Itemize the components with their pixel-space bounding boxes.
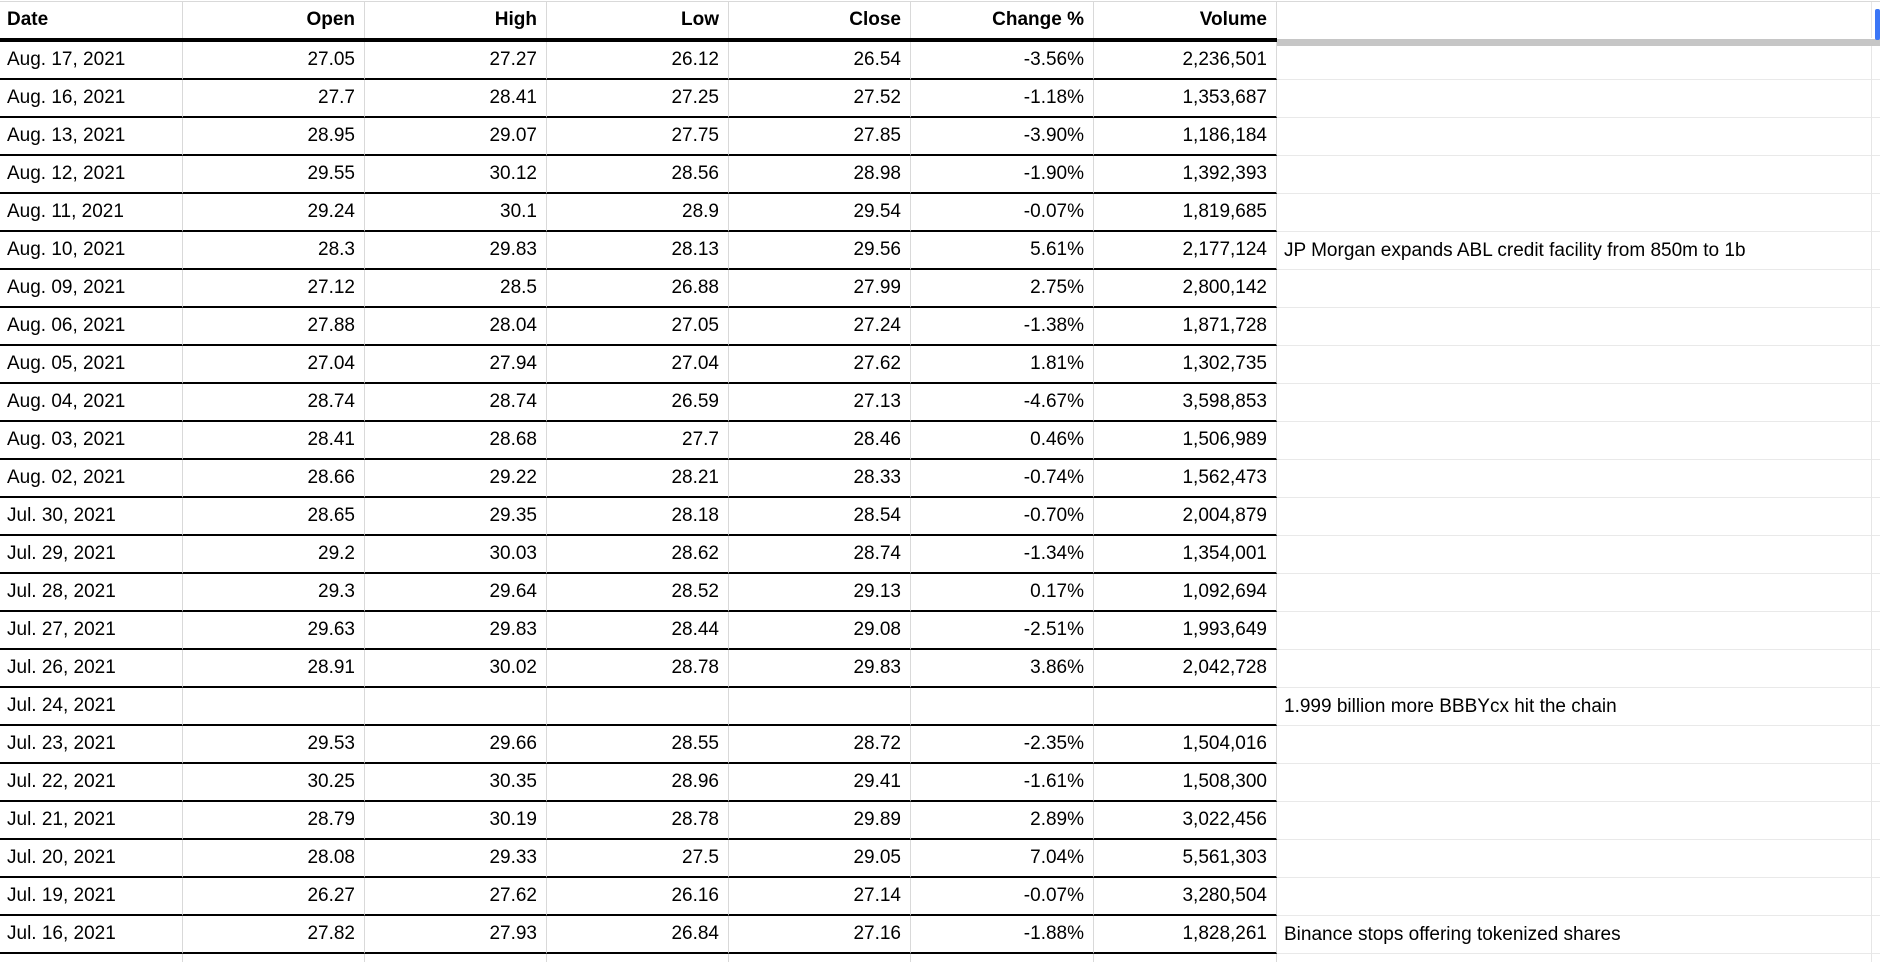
cell-change[interactable]: -0.70% xyxy=(911,498,1094,536)
table-row-partial xyxy=(0,954,1880,962)
cell-change[interactable]: 2.75% xyxy=(911,270,1094,308)
cell-low[interactable]: 26.88 xyxy=(547,270,729,308)
cell-change[interactable]: -1.88% xyxy=(911,916,1094,954)
cell-high[interactable] xyxy=(365,954,547,962)
cell-change[interactable]: -2.51% xyxy=(911,612,1094,650)
cell-open[interactable]: 28.91 xyxy=(183,650,365,688)
row-right-filler xyxy=(1872,118,1880,156)
cell-date[interactable]: Aug. 12, 2021 xyxy=(0,156,183,194)
cell-volume[interactable]: 2,177,124 xyxy=(1094,232,1277,270)
cell-close[interactable]: 28.33 xyxy=(729,460,911,498)
cell-high[interactable]: 27.94 xyxy=(365,346,547,384)
row-right-filler xyxy=(1872,802,1880,840)
cell-low[interactable] xyxy=(547,688,729,726)
cell-low[interactable] xyxy=(547,954,729,962)
row-right-filler xyxy=(1872,422,1880,460)
cell-high[interactable]: 30.35 xyxy=(365,764,547,802)
table-row xyxy=(0,308,1880,346)
cell-low[interactable]: 28.13 xyxy=(547,232,729,270)
table-row xyxy=(0,232,1880,270)
cell-change[interactable]: 1.81% xyxy=(911,346,1094,384)
cell-open[interactable]: 28.95 xyxy=(183,118,365,156)
cell-close[interactable]: 29.41 xyxy=(729,764,911,802)
cell-close[interactable]: 27.85 xyxy=(729,118,911,156)
cell-note[interactable] xyxy=(1277,194,1872,232)
cell-date[interactable]: Aug. 05, 2021 xyxy=(0,346,183,384)
cell-date[interactable]: Aug. 16, 2021 xyxy=(0,80,183,118)
cell-date[interactable]: Jul. 22, 2021 xyxy=(0,764,183,802)
cell-note[interactable]: Binance stops offering tokenized shares xyxy=(1277,916,1872,954)
cell-volume[interactable]: 2,004,879 xyxy=(1094,498,1277,536)
cell-low[interactable]: 26.16 xyxy=(547,878,729,916)
cell-low[interactable]: 28.21 xyxy=(547,460,729,498)
table-row xyxy=(0,346,1880,384)
header-separator-bar xyxy=(1277,39,1880,46)
cell-open[interactable]: 29.2 xyxy=(183,536,365,574)
cell-date[interactable]: Jul. 30, 2021 xyxy=(0,498,183,536)
row-right-filler xyxy=(1872,460,1880,498)
cell-change[interactable]: -2.35% xyxy=(911,726,1094,764)
cell-open[interactable]: 30.25 xyxy=(183,764,365,802)
cell-open[interactable]: 29.53 xyxy=(183,726,365,764)
cell-volume[interactable]: 1,819,685 xyxy=(1094,194,1277,232)
row-right-filler xyxy=(1872,688,1880,726)
table-row xyxy=(0,118,1880,156)
table-row xyxy=(0,802,1880,840)
cell-change[interactable]: -3.56% xyxy=(911,42,1094,80)
cell-date[interactable]: Jul. 24, 2021 xyxy=(0,688,183,726)
cell-note[interactable] xyxy=(1277,612,1872,650)
row-right-filler xyxy=(1872,954,1880,962)
cell-close[interactable]: 29.13 xyxy=(729,574,911,612)
cell-open[interactable]: 29.63 xyxy=(183,612,365,650)
cell-note[interactable] xyxy=(1277,346,1872,384)
table-row xyxy=(0,536,1880,574)
cell-close[interactable]: 27.14 xyxy=(729,878,911,916)
table-row xyxy=(0,80,1880,118)
cell-note[interactable] xyxy=(1277,460,1872,498)
cell-note[interactable] xyxy=(1277,80,1872,118)
cell-note[interactable] xyxy=(1277,878,1872,916)
cell-note[interactable] xyxy=(1277,384,1872,422)
cell-close[interactable]: 28.46 xyxy=(729,422,911,460)
cell-change[interactable]: -0.07% xyxy=(911,878,1094,916)
cell-high[interactable]: 28.74 xyxy=(365,384,547,422)
cell-open[interactable]: 27.82 xyxy=(183,916,365,954)
cell-volume[interactable]: 2,236,501 xyxy=(1094,42,1277,80)
cell-date[interactable]: Aug. 13, 2021 xyxy=(0,118,183,156)
table-row xyxy=(0,574,1880,612)
cell-note[interactable] xyxy=(1277,498,1872,536)
cell-high[interactable]: 27.62 xyxy=(365,878,547,916)
row-right-filler xyxy=(1872,308,1880,346)
cell-volume[interactable]: 1,506,989 xyxy=(1094,422,1277,460)
cell-open[interactable]: 28.41 xyxy=(183,422,365,460)
cell-date[interactable]: Jul. 21, 2021 xyxy=(0,802,183,840)
table-row xyxy=(0,270,1880,308)
cell-date[interactable] xyxy=(0,954,183,962)
cell-low[interactable]: 27.05 xyxy=(547,308,729,346)
cell-open[interactable]: 27.7 xyxy=(183,80,365,118)
cell-low[interactable]: 28.9 xyxy=(547,194,729,232)
row-right-filler xyxy=(1872,270,1880,308)
cell-date[interactable]: Aug. 06, 2021 xyxy=(0,308,183,346)
table-row xyxy=(0,498,1880,536)
cell-volume[interactable]: 3,598,853 xyxy=(1094,384,1277,422)
cell-change[interactable]: 3.86% xyxy=(911,650,1094,688)
cell-note[interactable] xyxy=(1277,536,1872,574)
cell-change[interactable]: -1.34% xyxy=(911,536,1094,574)
cell-note[interactable] xyxy=(1277,156,1872,194)
cell-change[interactable]: -0.74% xyxy=(911,460,1094,498)
cell-close[interactable]: 29.08 xyxy=(729,612,911,650)
cell-change[interactable]: -1.90% xyxy=(911,156,1094,194)
cell-close[interactable]: 29.54 xyxy=(729,194,911,232)
cell-date[interactable]: Jul. 26, 2021 xyxy=(0,650,183,688)
cell-change[interactable]: 2.89% xyxy=(911,802,1094,840)
table-row xyxy=(0,422,1880,460)
cell-date[interactable]: Aug. 03, 2021 xyxy=(0,422,183,460)
cell-date[interactable]: Aug. 09, 2021 xyxy=(0,270,183,308)
cell-low[interactable]: 28.52 xyxy=(547,574,729,612)
row-right-filler xyxy=(1872,878,1880,916)
cell-note[interactable] xyxy=(1277,574,1872,612)
cell-volume[interactable]: 2,800,142 xyxy=(1094,270,1277,308)
cell-change[interactable]: -1.61% xyxy=(911,764,1094,802)
cell-low[interactable]: 26.84 xyxy=(547,916,729,954)
cell-note[interactable]: 1.999 billion more BBBYcx hit the chain xyxy=(1277,688,1872,726)
cell-high[interactable]: 27.93 xyxy=(365,916,547,954)
cell-close[interactable] xyxy=(729,688,911,726)
cell-date[interactable]: Jul. 28, 2021 xyxy=(0,574,183,612)
cell-date[interactable]: Jul. 20, 2021 xyxy=(0,840,183,878)
cell-high[interactable]: 29.22 xyxy=(365,460,547,498)
header-cell-close[interactable]: Close xyxy=(729,2,911,38)
cell-volume[interactable]: 1,993,649 xyxy=(1094,612,1277,650)
table-body xyxy=(0,42,1880,962)
cell-high[interactable]: 27.27 xyxy=(365,42,547,80)
cell-low[interactable]: 28.78 xyxy=(547,802,729,840)
cell-date[interactable]: Jul. 19, 2021 xyxy=(0,878,183,916)
cell-low[interactable]: 28.18 xyxy=(547,498,729,536)
cell-high[interactable]: 28.04 xyxy=(365,308,547,346)
cell-close[interactable]: 29.05 xyxy=(729,840,911,878)
header-cell-change[interactable]: Change % xyxy=(911,2,1094,38)
cell-low[interactable]: 28.56 xyxy=(547,156,729,194)
header-cell-low[interactable]: Low xyxy=(547,2,729,38)
cell-volume[interactable]: 1,092,694 xyxy=(1094,574,1277,612)
cell-close[interactable] xyxy=(729,954,911,962)
cell-open[interactable]: 28.79 xyxy=(183,802,365,840)
cell-high[interactable]: 28.41 xyxy=(365,80,547,118)
cell-close[interactable]: 28.72 xyxy=(729,726,911,764)
cell-close[interactable]: 28.74 xyxy=(729,536,911,574)
header-cell-open[interactable]: Open xyxy=(183,2,365,38)
cell-change[interactable]: -0.07% xyxy=(911,194,1094,232)
cell-date[interactable]: Jul. 16, 2021 xyxy=(0,916,183,954)
cell-note[interactable] xyxy=(1277,42,1872,80)
row-right-filler xyxy=(1872,42,1880,80)
cell-close[interactable]: 27.24 xyxy=(729,308,911,346)
cell-high[interactable] xyxy=(365,688,547,726)
cell-close[interactable]: 26.54 xyxy=(729,42,911,80)
table-header-row xyxy=(0,2,1880,38)
cell-change[interactable]: -1.18% xyxy=(911,80,1094,118)
cell-high[interactable]: 29.64 xyxy=(365,574,547,612)
cell-low[interactable]: 28.62 xyxy=(547,536,729,574)
cell-note[interactable] xyxy=(1277,422,1872,460)
table-row xyxy=(0,460,1880,498)
cell-note[interactable] xyxy=(1277,308,1872,346)
cell-volume[interactable]: 1,302,735 xyxy=(1094,346,1277,384)
table-row xyxy=(0,840,1880,878)
cell-note[interactable] xyxy=(1277,118,1872,156)
table-row xyxy=(0,726,1880,764)
row-right-filler xyxy=(1872,726,1880,764)
cell-volume[interactable]: 1,508,300 xyxy=(1094,764,1277,802)
cell-date[interactable]: Jul. 29, 2021 xyxy=(0,536,183,574)
cell-close[interactable]: 27.52 xyxy=(729,80,911,118)
cell-volume[interactable]: 1,871,728 xyxy=(1094,308,1277,346)
cell-open[interactable] xyxy=(183,688,365,726)
cell-high[interactable]: 30.1 xyxy=(365,194,547,232)
cell-volume[interactable]: 1,504,016 xyxy=(1094,726,1277,764)
cell-low[interactable]: 27.25 xyxy=(547,80,729,118)
cell-change[interactable]: 0.46% xyxy=(911,422,1094,460)
table-row xyxy=(0,42,1880,80)
table-row xyxy=(0,156,1880,194)
row-right-filler xyxy=(1872,916,1880,954)
cell-change[interactable]: 5.61% xyxy=(911,232,1094,270)
row-right-filler xyxy=(1872,612,1880,650)
row-right-filler xyxy=(1872,498,1880,536)
cell-close[interactable]: 27.62 xyxy=(729,346,911,384)
cell-date[interactable]: Jul. 27, 2021 xyxy=(0,612,183,650)
cell-volume[interactable]: 1,562,473 xyxy=(1094,460,1277,498)
cell-date[interactable]: Jul. 23, 2021 xyxy=(0,726,183,764)
row-right-filler xyxy=(1872,574,1880,612)
cell-open[interactable]: 28.66 xyxy=(183,460,365,498)
row-right-filler xyxy=(1872,650,1880,688)
cell-volume[interactable]: 5,561,303 xyxy=(1094,840,1277,878)
cell-close[interactable]: 29.56 xyxy=(729,232,911,270)
cell-high[interactable]: 30.19 xyxy=(365,802,547,840)
table-row xyxy=(0,764,1880,802)
cell-volume[interactable]: 1,354,001 xyxy=(1094,536,1277,574)
row-right-filler xyxy=(1872,840,1880,878)
row-right-filler xyxy=(1872,764,1880,802)
row-right-filler xyxy=(1872,232,1880,270)
cell-close[interactable]: 29.89 xyxy=(729,802,911,840)
cell-low[interactable]: 28.55 xyxy=(547,726,729,764)
header-cell-volume[interactable]: Volume xyxy=(1094,2,1277,38)
cell-open[interactable]: 29.55 xyxy=(183,156,365,194)
row-right-filler xyxy=(1872,194,1880,232)
row-right-filler xyxy=(1872,346,1880,384)
cell-open[interactable]: 26.27 xyxy=(183,878,365,916)
cell-note[interactable] xyxy=(1277,270,1872,308)
cell-open[interactable]: 28.74 xyxy=(183,384,365,422)
header-cell-high[interactable]: High xyxy=(365,2,547,38)
cell-high[interactable]: 29.07 xyxy=(365,118,547,156)
cell-volume[interactable]: 1,186,184 xyxy=(1094,118,1277,156)
cell-low[interactable]: 28.96 xyxy=(547,764,729,802)
table-row xyxy=(0,384,1880,422)
cell-note[interactable]: JP Morgan expands ABL credit facility from 850m to 1b xyxy=(1277,232,1872,270)
table-row xyxy=(0,916,1880,954)
cell-high[interactable]: 29.35 xyxy=(365,498,547,536)
cell-high[interactable]: 29.83 xyxy=(365,232,547,270)
cell-date[interactable]: Aug. 04, 2021 xyxy=(0,384,183,422)
cell-open[interactable]: 27.04 xyxy=(183,346,365,384)
cell-open[interactable] xyxy=(183,954,365,962)
cell-open[interactable]: 28.65 xyxy=(183,498,365,536)
cell-close[interactable]: 27.99 xyxy=(729,270,911,308)
cell-low[interactable]: 27.75 xyxy=(547,118,729,156)
cell-volume[interactable] xyxy=(1094,688,1277,726)
table-row xyxy=(0,688,1880,726)
cell-change[interactable] xyxy=(911,688,1094,726)
cell-low[interactable]: 26.12 xyxy=(547,42,729,80)
table-row xyxy=(0,194,1880,232)
cell-close[interactable]: 27.16 xyxy=(729,916,911,954)
cell-change[interactable]: -4.67% xyxy=(911,384,1094,422)
table-row xyxy=(0,650,1880,688)
cell-volume[interactable]: 3,022,456 xyxy=(1094,802,1277,840)
cell-high[interactable]: 28.68 xyxy=(365,422,547,460)
cell-close[interactable]: 28.98 xyxy=(729,156,911,194)
cell-volume[interactable]: 1,392,393 xyxy=(1094,156,1277,194)
cell-open[interactable]: 27.88 xyxy=(183,308,365,346)
cell-low[interactable]: 28.78 xyxy=(547,650,729,688)
cell-volume[interactable] xyxy=(1094,954,1277,962)
cell-low[interactable]: 27.7 xyxy=(547,422,729,460)
scrollbar-thumb[interactable] xyxy=(1875,9,1880,40)
cell-high[interactable]: 30.02 xyxy=(365,650,547,688)
cell-date[interactable]: Aug. 11, 2021 xyxy=(0,194,183,232)
cell-low[interactable]: 26.59 xyxy=(547,384,729,422)
cell-high[interactable]: 29.83 xyxy=(365,612,547,650)
row-right-filler xyxy=(1872,156,1880,194)
cell-high[interactable]: 29.33 xyxy=(365,840,547,878)
row-right-filler xyxy=(1872,536,1880,574)
cell-open[interactable]: 29.3 xyxy=(183,574,365,612)
cell-note[interactable] xyxy=(1277,764,1872,802)
cell-note[interactable] xyxy=(1277,650,1872,688)
cell-change[interactable]: -1.38% xyxy=(911,308,1094,346)
row-right-filler xyxy=(1872,384,1880,422)
cell-open[interactable]: 27.12 xyxy=(183,270,365,308)
table-row xyxy=(0,612,1880,650)
cell-high[interactable]: 28.5 xyxy=(365,270,547,308)
cell-change[interactable]: 7.04% xyxy=(911,840,1094,878)
cell-close[interactable]: 27.13 xyxy=(729,384,911,422)
cell-open[interactable]: 29.24 xyxy=(183,194,365,232)
cell-volume[interactable]: 1,828,261 xyxy=(1094,916,1277,954)
cell-close[interactable]: 29.83 xyxy=(729,650,911,688)
cell-date[interactable]: Aug. 17, 2021 xyxy=(0,42,183,80)
cell-high[interactable]: 30.03 xyxy=(365,536,547,574)
cell-close[interactable]: 28.54 xyxy=(729,498,911,536)
row-right-filler xyxy=(1872,80,1880,118)
cell-open[interactable]: 28.08 xyxy=(183,840,365,878)
header-cell-notes[interactable] xyxy=(1277,2,1872,38)
cell-change[interactable]: -3.90% xyxy=(911,118,1094,156)
cell-date[interactable]: Aug. 10, 2021 xyxy=(0,232,183,270)
cell-volume[interactable]: 2,042,728 xyxy=(1094,650,1277,688)
cell-note[interactable] xyxy=(1277,726,1872,764)
cell-volume[interactable]: 3,280,504 xyxy=(1094,878,1277,916)
cell-note[interactable] xyxy=(1277,954,1872,962)
cell-low[interactable]: 28.44 xyxy=(547,612,729,650)
table-row xyxy=(0,878,1880,916)
header-cell-date[interactable]: Date xyxy=(0,2,183,38)
cell-note[interactable] xyxy=(1277,802,1872,840)
cell-low[interactable]: 27.04 xyxy=(547,346,729,384)
cell-date[interactable]: Aug. 02, 2021 xyxy=(0,460,183,498)
cell-low[interactable]: 27.5 xyxy=(547,840,729,878)
cell-open[interactable]: 27.05 xyxy=(183,42,365,80)
cell-high[interactable]: 30.12 xyxy=(365,156,547,194)
cell-volume[interactable]: 1,353,687 xyxy=(1094,80,1277,118)
cell-open[interactable]: 28.3 xyxy=(183,232,365,270)
cell-change[interactable] xyxy=(911,954,1094,962)
cell-high[interactable]: 29.66 xyxy=(365,726,547,764)
cell-change[interactable]: 0.17% xyxy=(911,574,1094,612)
cell-note[interactable] xyxy=(1277,840,1872,878)
